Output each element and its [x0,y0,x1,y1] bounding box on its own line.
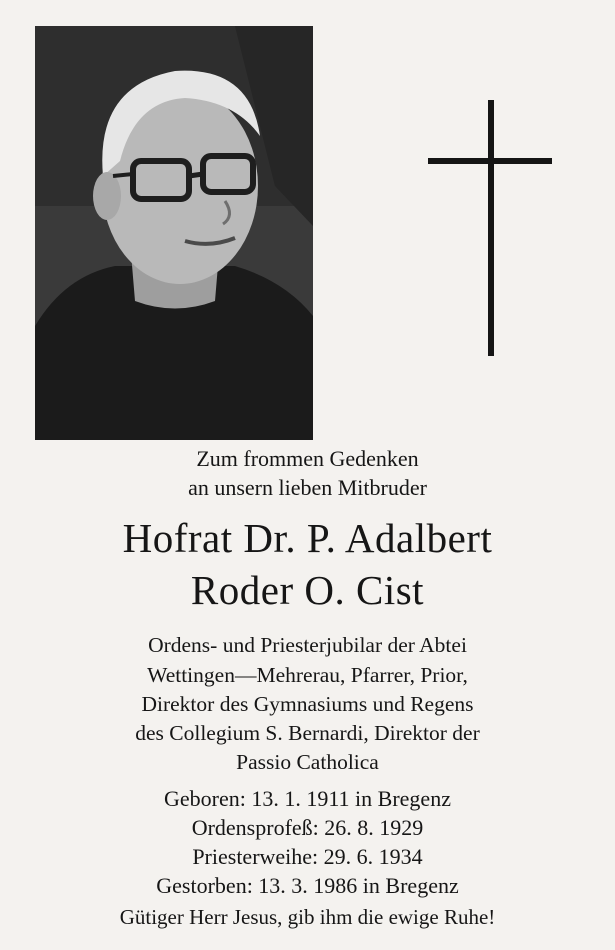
portrait-photo [35,26,313,440]
description-line-4: des Collegium S. Bernardi, Direktor der [135,721,480,745]
description-line-5: Passio Catholica [236,750,379,774]
deceased-name-line-2: Roder O. Cist [190,567,425,613]
latin-cross-icon [428,100,554,358]
description-line-1: Ordens- und Priesterjubilar der Abtei [148,633,467,657]
ordination-date: Priesterweihe: 29. 6. 1934 [192,844,423,869]
profession-date: Ordensprofeß: 26. 8. 1929 [191,815,424,840]
description-line-3: Direktor des Gymnasiums und Regens [141,692,474,716]
intro-line-2: an unsern lieben Mitbruder [188,475,427,500]
portrait-illustration [35,26,313,440]
birth-date: Geboren: 13. 1. 1911 in Bregenz [164,786,451,811]
intro-line-1: Zum frommen Gedenken [196,446,419,471]
description-line-2: Wettingen—Mehrerau, Pfarrer, Prior, [147,663,468,687]
death-date: Gestorben: 13. 3. 1986 in Bregenz [156,873,459,898]
closing-prayer: Gütiger Herr Jesus, gib ihm die ewige Ruhe! [119,905,496,929]
deceased-name-line-1: Hofrat Dr. P. Adalbert [122,515,493,561]
